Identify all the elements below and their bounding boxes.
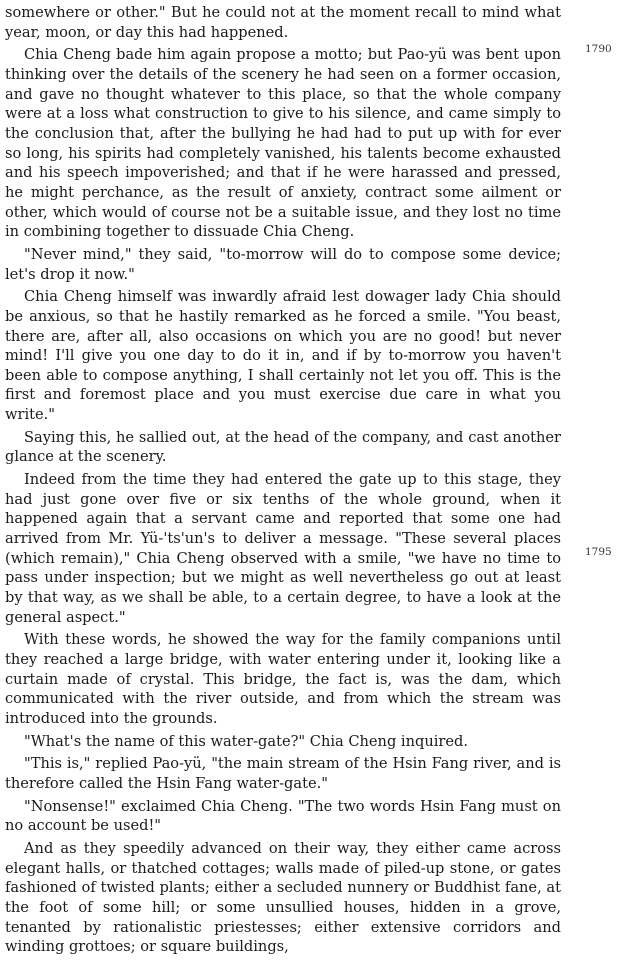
paragraph: Saying this, he sallied out, at the head of the company, and cast another glance at the scenery. [5, 428, 561, 466]
paragraph: somewhere or other." But he could not at the moment recall to mind what year, moon, or day this had happened. [5, 4, 561, 41]
book-text [5, 3, 561, 960]
line-number-marker: 1790 [585, 43, 612, 55]
paragraph: "This is," replied Pao-yü, "the main stream of the Hsin Fang river, and is therefore called the Hsin Fang water-gate." [5, 755, 561, 792]
paragraph: Chia Cheng himself was inwardly afraid lest dowager lady Chia should be anxious, so that he hastily remarked as he forced a smile. "You beast, there are, after all, also occasions on which you are no good! but never mind! I'll give you one day to do it in, and if by to-morrow you haven't been able to compose anything, I shall certainly not let you off. This is the first and foremost place and you must exercise due care in what you write." [5, 288, 561, 424]
paragraph: "Never mind," they said, "to-morrow will do to compose some device; let's drop it now." [5, 245, 561, 283]
paragraph: Chia Cheng bade him again propose a motto; but Pao-yü was bent upon thinking over the details of the scenery he had seen on a former occasion, and gave no thought whatever to this place, so that the whole company were at a loss what construction to give to his silence, and came simply to the conclusion that, after the bullying he had had to put up with for ever so long, his spirits had completely vanished, his talents become exhausted and his speech impoverished; and that if he were harassed and pressed, he might perchance, as the result of anxiety, contract some ailment or other, which would of course not be a suitable issue, and they lost no time in combining together to dissuade Chia Cheng. [5, 46, 561, 241]
paragraph: With these words, he showed the way for the family companions until they reached a large bridge, with water entering under it, looking like a curtain made of crystal. This bridge, the fact is, was the dam, which communicated with the river outside, and from which the stream was introduced into the grounds. [5, 631, 561, 727]
paragraph: "What's the name of this water-gate?" Chia Cheng inquired. [24, 732, 468, 750]
paragraph: And as they speedily advanced on their way, they either came across elegant halls, or thatched cottages; walls made of piled-up stone, or gates fashioned of twisted plants; either a secluded nunnery or Buddhist fane, at the foot of some hill; or some unsullied houses, hidden in a grove, tenanted by rationalistic priestesses; either extensive corridors and winding grottoes; or square buildings, [5, 839, 561, 956]
line-number-marker: 1795 [585, 546, 612, 558]
paragraph: Indeed from the time they had entered the gate up to this stage, they had just gone over five or six tenths of the whole ground, when it happened again that a servant came and reported that some one had arrived from Mr. Yü-'ts'un's to deliver a message. "These several places (which remain)," Chia Cheng observed with a smile, "we have no time to pass under inspection; but we might as well nevertheless go out at least by that way, as we shall be able, to a certain degree, to have a look at the general aspect." [5, 471, 561, 626]
paragraph: "Nonsense!" exclaimed Chia Cheng. "The two words Hsin Fang must on no account be used!" [5, 797, 561, 835]
